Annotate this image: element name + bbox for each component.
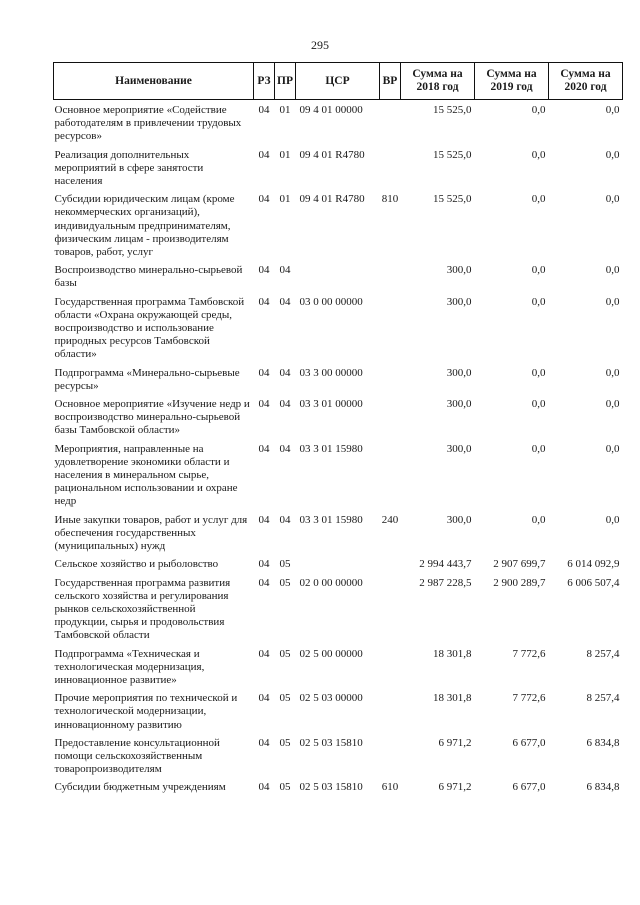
cell-sum-2018: 15 525,0 xyxy=(433,104,472,116)
cell-rz: 04 xyxy=(258,264,270,277)
cell-pr: 04 xyxy=(279,264,291,277)
budget-table xyxy=(53,62,623,800)
table-row xyxy=(54,367,623,398)
cell-name: Воспроизводство минерально-сырьевой базы xyxy=(54,264,243,290)
table-row xyxy=(54,296,623,367)
cell-sum-2019: 7 772,6 xyxy=(512,647,546,660)
cell-sum-2019: 0,0 xyxy=(531,104,546,116)
table-row xyxy=(54,558,623,576)
cell-rz: 04 xyxy=(258,104,270,116)
cell-csr: 02 0 00 00000 xyxy=(299,576,363,589)
cell-sum-2020: 0,0 xyxy=(605,295,620,308)
cell-rz: 04 xyxy=(258,193,270,206)
cell-rz: 04 xyxy=(258,513,270,526)
table-row xyxy=(54,781,623,799)
cell-sum-2019: 7 772,6 xyxy=(512,692,546,705)
cell-csr: 02 5 03 15810 xyxy=(299,736,363,749)
cell-sum-2020: 6 006 507,4 xyxy=(567,576,620,589)
table-row xyxy=(54,264,623,295)
cell-sum-2020: 0,0 xyxy=(605,264,620,277)
cell-name: Субсидии бюджетным учреждениям xyxy=(54,781,226,794)
cell-pr: 05 xyxy=(279,781,291,794)
cell-vr xyxy=(380,367,401,398)
cell-name: Подпрограмма «Минерально-сырьевые ресурсы» xyxy=(54,366,240,392)
cell-name: Основное мероприятие «Содействие работодателям в привлечении трудовых ресурсов» xyxy=(54,104,242,143)
cell-csr xyxy=(296,558,380,576)
cell-sum-2018: 2 987 228,5 xyxy=(419,576,472,589)
cell-pr: 04 xyxy=(279,366,291,379)
cell-pr: 04 xyxy=(279,513,291,526)
cell-rz: 04 xyxy=(258,398,270,411)
cell-sum-2019: 0,0 xyxy=(531,295,546,308)
cell-sum-2020: 0,0 xyxy=(605,104,620,116)
cell-vr xyxy=(380,100,401,149)
cell-sum-2020: 0,0 xyxy=(605,148,620,161)
cell-sum-2020: 0,0 xyxy=(605,513,620,526)
cell-pr: 05 xyxy=(279,576,291,589)
cell-sum-2020: 6 014 092,9 xyxy=(567,558,620,571)
cell-csr: 03 3 01 00000 xyxy=(299,398,363,411)
cell-sum-2019: 0,0 xyxy=(531,442,546,455)
cell-pr: 05 xyxy=(279,647,291,660)
cell-pr: 04 xyxy=(279,398,291,411)
cell-name: Государственная программа Тамбовской области «Охрана окружающей среды, воспроизводство и использование природных ресурсов Тамбовской области» xyxy=(54,295,245,361)
cell-vr xyxy=(380,296,401,367)
table-row xyxy=(54,443,623,514)
cell-sum-2019: 0,0 xyxy=(531,193,546,206)
cell-csr: 09 4 01 R4780 xyxy=(299,148,365,161)
cell-csr: 02 5 03 00000 xyxy=(299,692,363,705)
cell-rz: 04 xyxy=(258,647,270,660)
cell-pr: 05 xyxy=(279,736,291,749)
cell-name: Основное мероприятие «Изучение недр и воспроизводство минерально-сырьевой базы Тамбовской области» xyxy=(54,398,250,437)
cell-csr: 09 4 01 00000 xyxy=(299,104,363,116)
cell-sum-2020: 6 834,8 xyxy=(586,781,620,794)
cell-vr: 240 xyxy=(381,513,399,526)
cell-sum-2020: 0,0 xyxy=(605,366,620,379)
page-number: 295 xyxy=(311,38,329,52)
cell-name: Иные закупки товаров, работ и услуг для обеспечения государственных (муниципальных) нужд xyxy=(54,513,248,553)
table-row xyxy=(54,149,623,194)
cell-sum-2019: 6 677,0 xyxy=(512,736,546,749)
cell-csr: 03 3 01 15980 xyxy=(299,513,363,526)
cell-name: Предоставление консультационной помощи сельскохозяйственным товаропроизводителям xyxy=(54,736,220,776)
table-row xyxy=(54,648,623,693)
cell-sum-2018: 300,0 xyxy=(446,264,472,277)
cell-sum-2019: 2 900 289,7 xyxy=(493,576,546,589)
cell-sum-2019: 0,0 xyxy=(531,398,546,411)
cell-rz: 04 xyxy=(258,366,270,379)
header-sum-2020: Сумма на 2020 год xyxy=(549,63,623,100)
cell-sum-2018: 300,0 xyxy=(446,295,472,308)
header-sum-2019: Сумма на 2019 год xyxy=(475,63,549,100)
cell-pr: 05 xyxy=(279,692,291,705)
table-row xyxy=(54,100,623,149)
cell-name: Сельское хозяйство и рыболовство xyxy=(54,558,219,571)
cell-vr xyxy=(380,648,401,693)
cell-rz: 04 xyxy=(258,692,270,705)
cell-pr: 01 xyxy=(279,104,291,116)
cell-sum-2020: 0,0 xyxy=(605,442,620,455)
cell-csr: 03 3 00 00000 xyxy=(299,366,363,379)
cell-sum-2018: 15 525,0 xyxy=(433,193,472,206)
cell-sum-2018: 15 525,0 xyxy=(433,148,472,161)
cell-sum-2018: 6 971,2 xyxy=(438,736,472,749)
cell-pr: 04 xyxy=(279,442,291,455)
cell-sum-2018: 18 301,8 xyxy=(433,692,472,705)
cell-rz: 04 xyxy=(258,442,270,455)
cell-sum-2020: 8 257,4 xyxy=(586,647,620,660)
cell-sum-2020: 8 257,4 xyxy=(586,692,620,705)
cell-name: Прочие мероприятия по технической и технологической модернизации, инновационному развитию xyxy=(54,692,238,731)
cell-vr xyxy=(380,149,401,194)
cell-name: Реализация дополнительных мероприятий в сфере занятости населения xyxy=(54,148,204,188)
table-header-row xyxy=(54,63,623,100)
cell-sum-2020: 6 834,8 xyxy=(586,736,620,749)
cell-name: Субсидии юридическим лицам (кроме некоммерческих организаций), индивидуальным предпринимателям, физическим лицам - производителям товаров, работ, услуг xyxy=(54,193,235,259)
cell-sum-2018: 2 994 443,7 xyxy=(419,558,472,571)
cell-vr xyxy=(380,264,401,295)
cell-rz: 04 xyxy=(258,148,270,161)
cell-name: Мероприятия, направленные на удовлетворение экономики области и населения в минеральном сырье, рациональном использовании и охране недр xyxy=(54,442,238,508)
cell-vr xyxy=(380,398,401,443)
cell-vr xyxy=(380,443,401,514)
header-pr: ПР xyxy=(275,63,296,100)
cell-sum-2019: 0,0 xyxy=(531,148,546,161)
cell-sum-2019: 0,0 xyxy=(531,264,546,277)
table-body xyxy=(54,100,623,800)
header-csr: ЦСР xyxy=(296,63,380,100)
cell-vr xyxy=(380,558,401,576)
cell-csr: 02 5 00 00000 xyxy=(299,647,363,660)
cell-rz: 04 xyxy=(258,781,270,794)
cell-vr: 810 xyxy=(381,193,399,206)
cell-sum-2018: 300,0 xyxy=(446,398,472,411)
cell-pr: 01 xyxy=(279,193,291,206)
cell-sum-2019: 0,0 xyxy=(531,513,546,526)
cell-sum-2019: 2 907 699,7 xyxy=(493,558,546,571)
cell-sum-2018: 6 971,2 xyxy=(438,781,472,794)
table-row xyxy=(54,737,623,782)
cell-pr: 04 xyxy=(279,295,291,308)
table-row xyxy=(54,577,623,648)
cell-sum-2019: 6 677,0 xyxy=(512,781,546,794)
cell-sum-2018: 300,0 xyxy=(446,366,472,379)
cell-rz: 04 xyxy=(258,736,270,749)
cell-csr xyxy=(296,264,380,295)
cell-csr: 02 5 03 15810 xyxy=(299,781,363,794)
cell-pr: 01 xyxy=(279,148,291,161)
cell-name: Государственная программа развития сельского хозяйства и регулирования рынков сельскохозяйственной продукции, сырья и продовольствия Тамбовской области xyxy=(54,576,231,642)
cell-rz: 04 xyxy=(258,576,270,589)
cell-csr: 03 3 01 15980 xyxy=(299,442,363,455)
header-name: Наименование xyxy=(54,63,254,100)
cell-name: Подпрограмма «Техническая и технологическая модернизация, инновационное развитие» xyxy=(54,647,205,686)
table-row xyxy=(54,514,623,559)
cell-sum-2018: 300,0 xyxy=(446,442,472,455)
cell-vr: 610 xyxy=(381,781,399,794)
cell-vr xyxy=(380,577,401,648)
header-sum-2018: Сумма на 2018 год xyxy=(401,63,475,100)
cell-pr: 05 xyxy=(279,558,291,571)
cell-vr xyxy=(380,692,401,737)
header-vr: ВР xyxy=(380,63,401,100)
table-row xyxy=(54,692,623,737)
table-row xyxy=(54,398,623,443)
cell-sum-2020: 0,0 xyxy=(605,398,620,411)
cell-rz: 04 xyxy=(258,558,270,571)
cell-csr: 09 4 01 R4780 xyxy=(299,193,365,206)
cell-sum-2018: 18 301,8 xyxy=(433,647,472,660)
cell-rz: 04 xyxy=(258,295,270,308)
cell-vr xyxy=(380,737,401,782)
header-rz: РЗ xyxy=(254,63,275,100)
cell-sum-2019: 0,0 xyxy=(531,366,546,379)
cell-sum-2020: 0,0 xyxy=(605,193,620,206)
cell-csr: 03 0 00 00000 xyxy=(299,295,363,308)
table-row xyxy=(54,193,623,264)
cell-sum-2018: 300,0 xyxy=(446,513,472,526)
